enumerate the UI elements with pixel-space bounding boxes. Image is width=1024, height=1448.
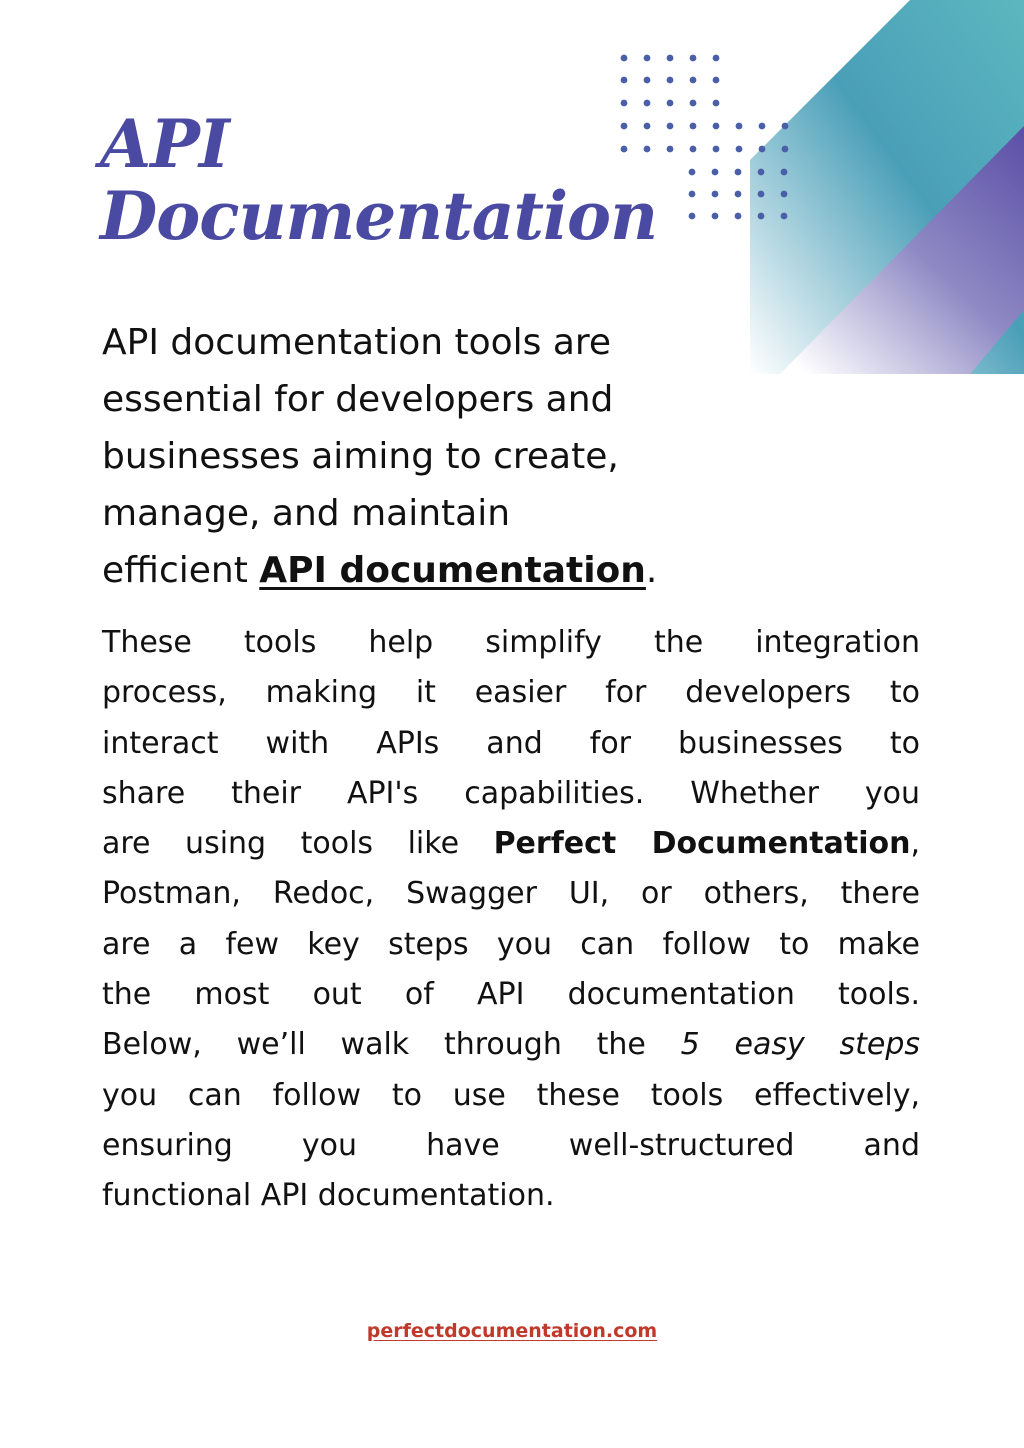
body-line-9-prefix: Below, we’ll walk through the: [102, 1027, 681, 1063]
body-line-7: are a few key steps you can follow to make: [102, 926, 920, 962]
dot: [667, 146, 674, 153]
dot: [781, 169, 788, 176]
dot: [644, 77, 651, 84]
purple-shape: [780, 126, 1024, 374]
dot: [690, 123, 697, 130]
dot: [690, 55, 697, 62]
dot: [690, 100, 697, 107]
body-line-11: ensuring you have well-structured and: [102, 1127, 920, 1163]
title-line-2: Documentation: [100, 177, 658, 255]
dot: [690, 146, 697, 153]
intro-line-3: businesses aiming to create,: [102, 436, 619, 477]
body-line-4: share their API's capabilities. Whether you: [102, 775, 920, 811]
intro-line-5-prefix: efficient: [102, 550, 260, 591]
intro-line-2: essential for developers and: [102, 379, 614, 420]
dot: [758, 213, 765, 220]
dot: [689, 213, 696, 220]
body-paragraph: [102, 618, 920, 1222]
body-line-12: functional API documentation.: [102, 1178, 555, 1214]
dot: [667, 100, 674, 107]
dot: [667, 77, 674, 84]
dot: [644, 100, 651, 107]
dot: [621, 100, 628, 107]
body-line-3: interact with APIs and for businesses to: [102, 725, 920, 761]
dot: [736, 123, 743, 130]
dot: [713, 100, 720, 107]
dot: [759, 123, 766, 130]
api-documentation-link[interactable]: API documentation: [259, 550, 646, 591]
footer: [0, 1320, 1024, 1342]
easy-steps-italic: 5 easy steps: [680, 1027, 921, 1063]
dot: [713, 146, 720, 153]
body-line-6: Postman, Redoc, Swagger UI, or others, there: [102, 876, 920, 912]
dot: [712, 213, 719, 220]
dot: [758, 169, 765, 176]
intro-line-4: manage, and maintain: [102, 493, 511, 534]
dot: [713, 77, 720, 84]
dot: [621, 77, 628, 84]
dot: [667, 55, 674, 62]
dot: [735, 169, 742, 176]
title-line-1: API: [100, 105, 229, 183]
dot: [758, 191, 765, 198]
body-line-8: the most out of API documentation tools.: [102, 977, 920, 1013]
intro-paragraph: [102, 314, 742, 599]
body-line-5-prefix: are using tools like: [102, 826, 494, 862]
dot: [713, 123, 720, 130]
dot: [781, 213, 788, 220]
dot: [735, 213, 742, 220]
dot: [735, 191, 742, 198]
dot: [712, 191, 719, 198]
body-line-5-suffix: ,: [910, 826, 920, 862]
dot: [689, 191, 696, 198]
page-title: [100, 105, 658, 255]
body-line-5: [102, 819, 920, 869]
body-line-2: process, making it easier for developers to: [102, 675, 920, 711]
dot: [667, 123, 674, 130]
dot: [759, 146, 766, 153]
dot: [782, 123, 789, 130]
dot: [736, 146, 743, 153]
website-link[interactable]: perfectdocumentation.com: [366, 1320, 658, 1342]
dot: [689, 169, 696, 176]
teal-shape: [750, 0, 1024, 374]
body-line-10: you can follow to use these tools effectively,: [102, 1077, 920, 1113]
dot: [782, 146, 789, 153]
dot: [713, 55, 720, 62]
body-line-9: [102, 1020, 920, 1070]
intro-line-5: [102, 542, 742, 599]
intro-line-1: API documentation tools are: [102, 322, 612, 363]
intro-line-5-suffix: .: [645, 550, 658, 591]
dot: [712, 169, 719, 176]
dot: [781, 191, 788, 198]
perfect-documentation-bold: Perfect Documentation: [493, 826, 911, 862]
dot: [690, 77, 697, 84]
body-line-1: These tools help simplify the integration: [102, 625, 920, 660]
dot: [621, 55, 628, 62]
dot: [644, 55, 651, 62]
